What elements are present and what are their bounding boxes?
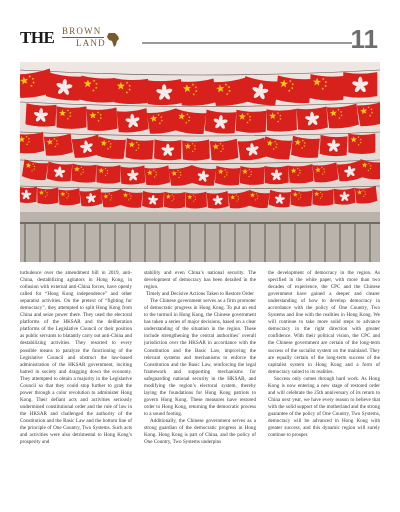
china-flag [125, 138, 153, 160]
railing-bar [20, 222, 380, 224]
railing-post [69, 222, 71, 262]
section-subheading: Timely and Decisive Actions Taken to Restore Order [146, 291, 254, 298]
article-paragraph: the development of democracy in the region. As specified in the white paper, with more than two decades of experience, the CPC and the Chinese government have gained a deeper and clearer understanding of how to develop democracy in accordance with the policy of One Country, Two Systems and line with the realities in Hong Kong. We will continue to take more solid steps to advance democracy in the right direction with greater confidence. With their political vision, the CPC and the Chinese government are certain of the long-term success of the socialist system on the mainland. They are equally certain of the long-term success of the capitalist system in Hong Kong and a form of democracy suited to its realities. [268, 270, 380, 375]
flag-body [87, 108, 118, 132]
china-flag [185, 192, 207, 209]
page-number: 11 [350, 24, 378, 54]
railing-post [99, 222, 101, 262]
flag-body [185, 192, 207, 209]
railing-post [189, 222, 191, 262]
hksar-flag [154, 140, 181, 161]
flag-body [348, 134, 375, 155]
railing-post [84, 222, 86, 262]
flag-body [236, 110, 267, 134]
flag-body [309, 74, 344, 101]
article-column-3 [268, 270, 380, 506]
hksar-flag [205, 110, 237, 135]
flag-body [215, 166, 241, 187]
china-flag [309, 74, 344, 101]
railing-post [129, 222, 131, 262]
railing-post [354, 222, 356, 262]
china-flag [291, 136, 320, 159]
flag-body [37, 188, 58, 205]
railing-post [54, 222, 56, 262]
flag-body [57, 106, 87, 129]
railing-post [159, 222, 161, 262]
railing-post [174, 222, 176, 262]
railing-post [234, 222, 236, 262]
china-flag [71, 163, 96, 183]
hksar-flag [268, 190, 291, 209]
hksar-flag [320, 135, 348, 157]
china-flag [58, 188, 80, 206]
article-column-2 [144, 270, 256, 506]
masthead [20, 24, 380, 56]
logo-land-text: LAND [76, 38, 106, 48]
hksar-flag [207, 191, 229, 209]
railing-post [144, 222, 146, 262]
flag-body [240, 166, 265, 185]
china-flag [20, 132, 44, 154]
railing-post [264, 222, 266, 262]
china-flag [210, 139, 239, 162]
flag-body [20, 132, 44, 154]
flag-body [125, 138, 153, 160]
hksar-flag [117, 108, 149, 134]
flag-body [312, 189, 333, 206]
china-flag [80, 76, 116, 104]
article-paragraph: Additionally, the Chinese government serves as a strong guardian of the democratic progress in Hong Kong. Hong Kong is part of China, and the policy of One Country, Two Systems underpins [144, 417, 256, 446]
hksar-flag [147, 79, 182, 106]
article-column-1 [20, 270, 132, 506]
flag-body [327, 104, 360, 130]
china-flag [182, 140, 210, 161]
hksar-flag [297, 107, 328, 132]
china-flag [180, 79, 216, 107]
china-flag [275, 75, 311, 104]
china-flag [267, 109, 297, 132]
article-paragraph: stability and even China’s national security. The development of democracy has been derailed in the region. [144, 270, 256, 291]
china-flag [164, 192, 185, 209]
hksar-flag [47, 162, 73, 183]
hksar-flag [46, 72, 83, 101]
brownland-logo [20, 24, 140, 54]
railing-post [114, 222, 116, 262]
flags-illustration [20, 62, 380, 262]
china-flag [240, 166, 265, 185]
hksar-flag [343, 72, 377, 98]
flag-body [180, 79, 216, 107]
hksar-flag [25, 103, 56, 127]
hksar-flag [264, 166, 288, 185]
china-flag [87, 108, 118, 132]
flag-body [267, 109, 297, 132]
railing-post [24, 222, 26, 262]
china-flag [57, 106, 87, 129]
hksar-flag [20, 186, 37, 203]
flag-body [288, 164, 313, 184]
flag-body [58, 188, 80, 206]
flag-body [80, 76, 116, 104]
railing-post [249, 222, 251, 262]
logo-the-text: THE [20, 28, 55, 47]
railing-post [309, 222, 311, 262]
hksar-flag [142, 191, 164, 209]
flag-body [290, 190, 312, 208]
china-flag [114, 78, 148, 104]
china-flag [144, 165, 170, 186]
china-flag [355, 186, 378, 205]
railing-post [39, 222, 41, 262]
flag-body [182, 140, 210, 161]
railing-post [324, 222, 326, 262]
flag-body [275, 75, 311, 104]
header-rule [142, 42, 352, 44]
flag-body [355, 186, 378, 205]
china-flag [96, 165, 120, 184]
flag-body [164, 192, 185, 209]
article-paragraph: turbulence over the amendment bill in 2019, anti-China, destabilizing agitators in Hong Kong, in collusion with external anti-China forces, have openly called for “Hong Kong independence” and other separatist activities. On the pretext of “fighting for democracy”, they attempted to split Hong Kong from China and seize power there. They used the electoral platforms of the HKSAR and the deliberation platforms of the Legislative Council or their position as public servants to blatantly carry out anti-China and destabilizing activities. They resorted to every possible means to paralyze the functioning of the Legislative Council and obstruct the law-based administration of the HKSAR government, inciting hatred in society and dragging down the economy. They attempted to obtain a majority in the Legislative Council so that they could stop further to grab the power through a color revolution to administer Hong Kong. Their defiant acts and activities seriously undermined constitutional order and the rule of law in the HKSAR and challenged the authority of the Constitution and the Basic Law and the bottom line of the principle of One Country, Two Systems. Such acts and activities were also detrimental to Hong Kong’s prosperity and [20, 270, 132, 446]
flag-body [96, 165, 120, 184]
africa-map-icon [106, 32, 120, 48]
china-flag [215, 166, 241, 187]
article-paragraph: The Chinese government serves as a firm promoter of democratic progress in Hong Kong. To put an end to the turmoil in Hong Kong, the Chinese government has taken a series of major decisions, based on a clear understanding of the situation in the region. These include strengthening the central authorities’ overall jurisdiction over the HKSAR in accordance with the Constitution and the Basic Law, improving the relevant systems and mechanisms to enforce the Constitution and the Basic Law, reinforcing the legal framework and supporting mechanisms for safeguarding national security in the HKSAR, and modifying the region’s electoral system, thereby laying the foundations for Hong Kong patriots to govern Hong Kong. These measures have restored order to Hong Kong, returning the democratic process to a sound footing. [144, 298, 256, 417]
railing-post [279, 222, 281, 262]
china-flag [312, 189, 333, 206]
hksar-flag [120, 165, 145, 185]
railing-post [294, 222, 296, 262]
china-flag [236, 110, 267, 134]
flag-body [144, 165, 170, 186]
flag-body [114, 78, 148, 104]
railing-post [204, 222, 206, 262]
flag-body [71, 163, 96, 183]
railing-post [339, 222, 341, 262]
china-flag [288, 164, 313, 184]
china-flag [290, 190, 312, 208]
railing-post [369, 222, 371, 262]
china-flag [37, 188, 58, 205]
china-flag [348, 134, 375, 155]
logo-brown-text: BROWN [62, 26, 102, 36]
flag-body [291, 136, 320, 159]
article-body [20, 270, 380, 506]
railing-post [219, 222, 221, 262]
hksar-flag [334, 188, 356, 206]
china-flag [327, 104, 360, 130]
flags-photo [20, 62, 380, 262]
article-paragraph: Success only comes through hard work. As Hong Kong is now entering a new stage of restored order and will celebrate the 25th anniversary of its return to China next year, we have every reason to believe that with the solid support of the motherland and the strong guarantee of the policy of One Country, Two Systems, democracy will be advanced in Hong Kong with greater success, and this dynamic region will surely continue to prosper. [268, 375, 380, 439]
flag-body [210, 139, 239, 162]
